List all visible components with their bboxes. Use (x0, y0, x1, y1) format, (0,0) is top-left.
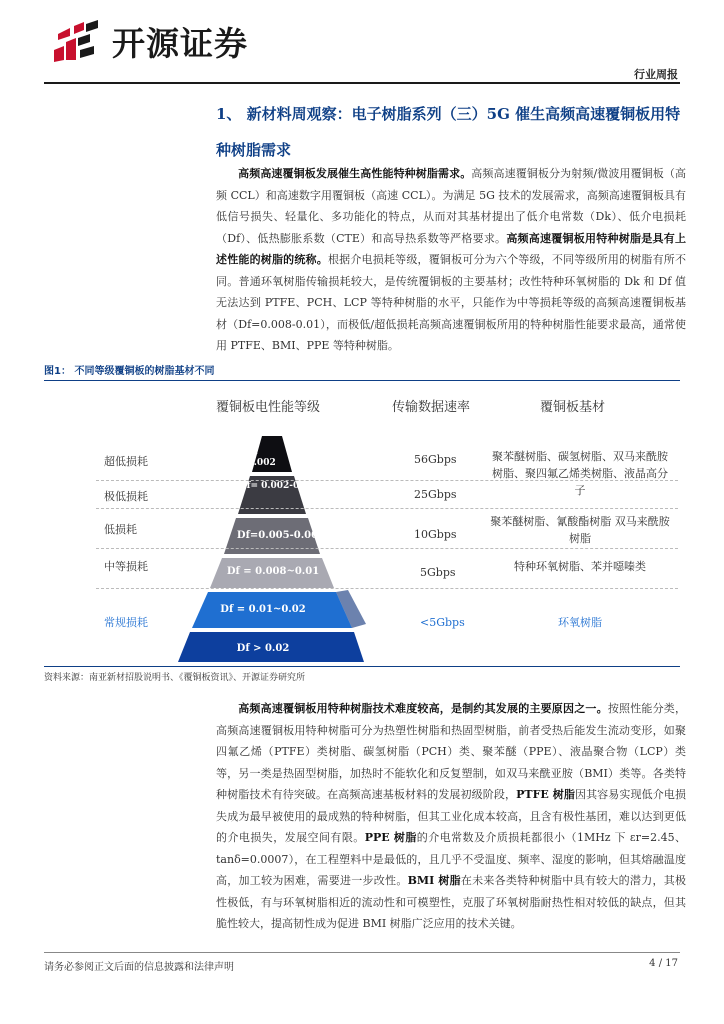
footer-disclaimer: 请务必参阅正文后面的信息披露和法律声明 (44, 962, 234, 973)
pyramid-diagram (170, 428, 400, 666)
brand-name: 开源证券 (112, 24, 248, 63)
para1-mid: 高频高速覆铜板用特种树脂是具有上述性能的树脂的统称。 (216, 231, 686, 266)
paragraph-2 (216, 698, 686, 935)
para1-text1: 高频高速覆铜板分为射频/微波用覆铜板（高频 CCL）和高速数字用覆铜板（高速 CCL）。为满足 5G 技术的发展需求，高频高速覆铜板具有低信号损失、轻量化、多功能化的特点，从而对其基材提出了低介电常数（Dk）、低介电损耗（Df）、低热膨胀系数（CTE）和高导热系数等严格要求。 (216, 167, 686, 245)
level-label-1: 超低损耗 (104, 455, 148, 468)
row-divider (96, 588, 678, 589)
rate-2: 25Gbps (414, 488, 457, 501)
material-5: 环氧树脂 (558, 616, 602, 629)
col-header-material: 覆铜板基材 (540, 400, 606, 415)
level-label-3: 低损耗 (104, 523, 137, 536)
df-label-2: Df= 0.002-0.005 (238, 481, 322, 491)
col-header-rate: 传输数据速率 (392, 400, 471, 415)
df-label-4: Df = 0.008~0.01 (226, 566, 320, 577)
df-label-5: Df = 0.01~0.02 (220, 604, 306, 615)
row-divider (96, 548, 678, 549)
rate-5: <5Gbps (420, 616, 465, 629)
figure-top-rule (44, 380, 680, 381)
footer-divider (44, 952, 680, 953)
level-label-4: 中等损耗 (104, 560, 148, 573)
level-label-5: 常规损耗 (104, 616, 148, 629)
df-label-3: Df=0.005-0.008 (236, 530, 326, 541)
para2-bold-ptfe: PTFE 树脂 (516, 788, 575, 801)
para2-text4: 在未来各类特种树脂中具有较大的潜力，其极性极低，有与环氧树脂相近的流动性和可模塑性，克服了环氧树脂耐热性相对较低的缺点，但其脆性较大，提高韧性成为促进 BMI 树脂广泛应用的技术关键。 (216, 874, 687, 930)
para2-text2: 因其容易实现低介电损失成为最早被使用的最成熟的特种树脂，但其工业化成本较高，且含有极性基团，难以达到更低的介电损失，发展空间有限。 (216, 788, 686, 844)
material-1: 聚苯醚树脂、碳氢树脂、双马来酰胺树脂、聚四氟乙烯类树脂、液晶高分子 (492, 450, 668, 497)
rate-3: 10Gbps (414, 528, 457, 541)
para2-text1: 按照性能分类，高频高速覆铜板用特种树脂可分为热塑性树脂和热固型树脂，前者受热后能发生流动变形，如聚四氟乙烯（PTFE）类树脂、碳氢树脂（PCH）类、聚苯醚（PPE）、液晶聚合物（LCP）类等，另一类是热固型树脂，加热时不能软化和反复塑制，如双马来酰亚胺（BMI）类等。各类特种树脂技术有待突破。在高频高速基板材料的发展初级阶段， (216, 702, 687, 801)
figure-bottom-rule (44, 666, 680, 667)
para1-lead: 高频高速覆铜板发展催生高性能特种树脂需求。 (238, 167, 472, 180)
material-4: 特种环氧树脂、苯并噁嗪类 (514, 560, 646, 573)
df-label-6: Df > 0.02 (236, 643, 290, 654)
para2-lead: 高频高速覆铜板用特种树脂技术难度较高，是制约其发展的主要原因之一。 (238, 702, 608, 715)
para1-text2: 根据介电损耗等级，覆铜板可分为六个等级，不同等级所用的树脂有所不同。普通环氧树脂传输损耗较大，是传统覆铜板的主要基材；改性特种环氧树脂的 Dk 和 Df 值无法达到 PTFE、PCH、LCP 等特种树脂的水平，只能作为中等损耗等级的高频高速覆铜板基材（Df=0.008-0.01），而极低/超低损耗高频高速覆铜板所用的特种树脂性能要求最高，通常使用 PTFE、BMI、PPE 等特种树脂。 (216, 253, 686, 352)
level-label-2: 极低损耗 (104, 490, 148, 503)
df-label-1: Df <0.002 (240, 447, 276, 468)
rate-4: 5Gbps (420, 566, 456, 579)
para2-text3: 的介电常数及介质损耗都很小（1MHz 下 εr=2.45、tanδ=0.0007），在工程塑料中是最低的，且几乎不受温度、频率、湿度的影响，但其熔融温度高，加工较为困难，需要进一步改性。 (216, 831, 687, 887)
brand-logo-icon (50, 20, 102, 64)
section-title: 1、 新材料周观察：电子树脂系列（三）5G 催生高频高速覆铜板用特种树脂需求 (216, 105, 681, 159)
report-type: 行业周报 (634, 68, 678, 81)
row-divider (96, 508, 678, 509)
paragraph-1 (216, 163, 686, 357)
para2-bold-ppe: PPE 树脂 (364, 831, 417, 844)
rate-1: 56Gbps (414, 453, 457, 466)
figure-source: 资料来源：南亚新材招股说明书、《覆铜板资讯》、开源证券研究所 (44, 673, 306, 683)
page-number: 4 / 17 (649, 958, 678, 969)
col-header-level: 覆铜板电性能等级 (216, 400, 321, 415)
para2-bold-bmi: BMI 树脂 (407, 874, 461, 887)
figure-title: 图1： 不同等级覆铜板的树脂基材不同 (44, 366, 215, 377)
header-divider (44, 82, 680, 84)
material-3: 聚苯醚树脂、氰酸酯树脂 双马来酰胺树脂 (490, 515, 670, 545)
